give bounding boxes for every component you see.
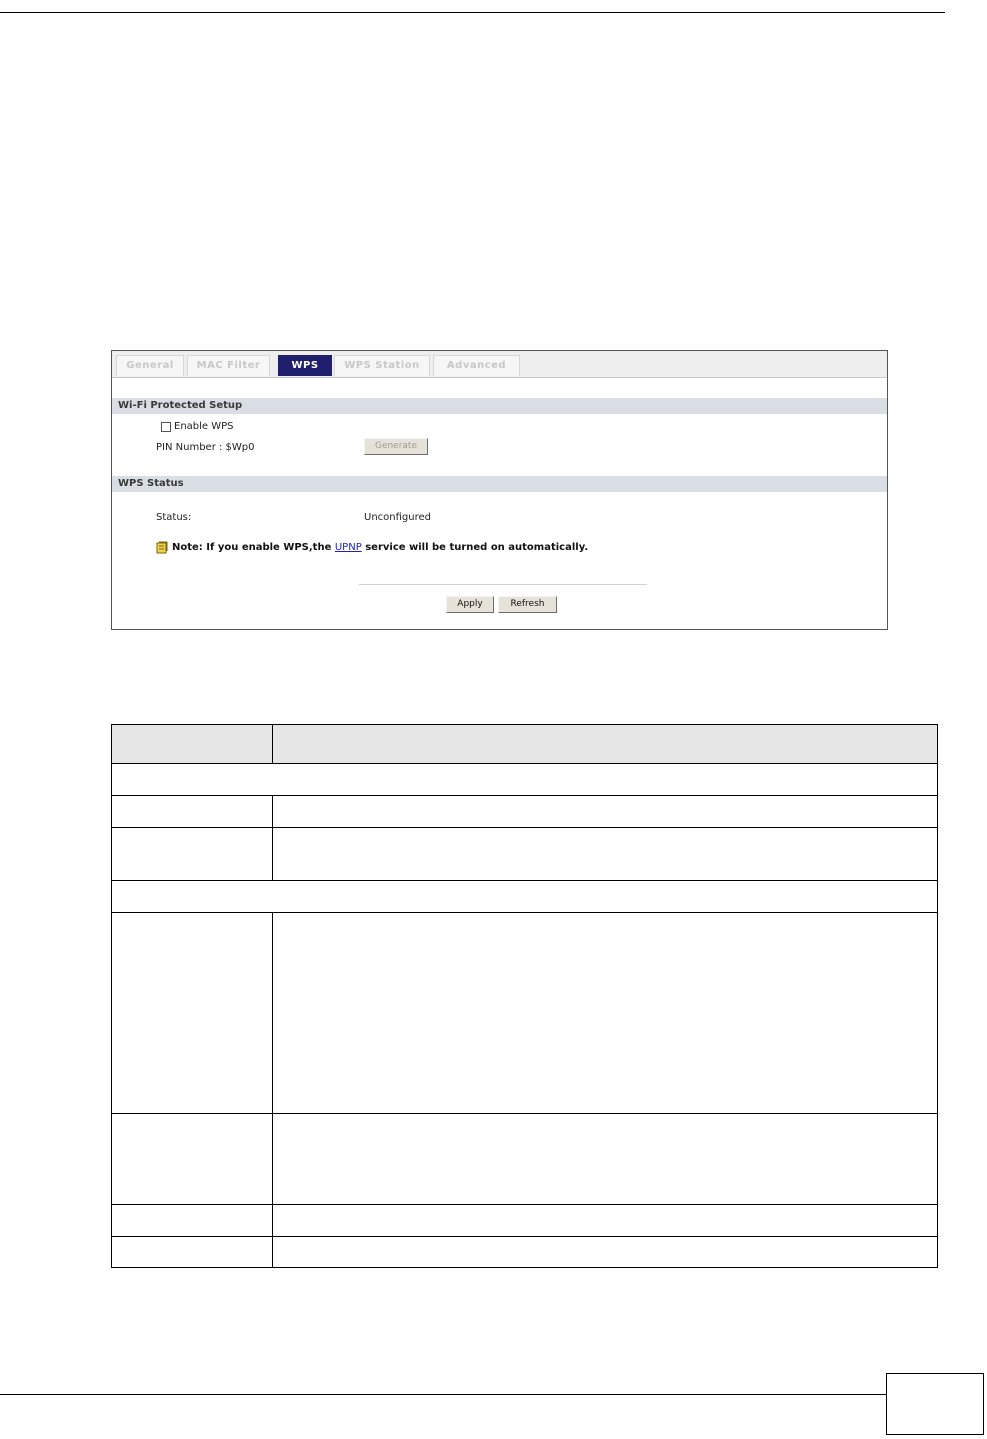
button-separator <box>359 584 647 585</box>
note-suffix: service will be turned on automatically. <box>361 542 589 553</box>
table-header-row <box>112 725 938 764</box>
table-cell <box>273 1114 938 1205</box>
table-header-cell <box>112 725 273 764</box>
table-section-row <box>112 764 938 796</box>
table-cell <box>112 828 273 881</box>
generate-button[interactable]: Generate <box>364 438 428 455</box>
tab-wps[interactable]: WPS <box>278 355 332 376</box>
footer-rule <box>0 1394 887 1395</box>
table-row <box>112 828 938 881</box>
field-description-table <box>111 724 938 1268</box>
pin-number-label: PIN Number : $Wp0 <box>156 442 255 453</box>
table-row <box>112 913 938 1114</box>
apply-button[interactable]: Apply <box>446 596 494 613</box>
table-cell <box>112 764 938 796</box>
page-number-box <box>886 1373 984 1435</box>
wps-screen-figure <box>111 350 888 630</box>
setup-section-title: Wi-Fi Protected Setup <box>112 398 887 414</box>
enable-wps-label: Enable WPS <box>174 421 234 432</box>
table-cell <box>112 1114 273 1205</box>
table-cell <box>273 1205 938 1237</box>
table-cell <box>273 828 938 881</box>
table-header-cell <box>273 725 938 764</box>
note-icon <box>156 541 169 554</box>
enable-wps-checkbox[interactable] <box>161 422 171 432</box>
table-cell <box>112 913 273 1114</box>
table-cell <box>112 1237 273 1268</box>
table-cell <box>273 796 938 828</box>
status-label: Status: <box>156 512 192 523</box>
status-value: Unconfigured <box>364 512 431 523</box>
table-cell <box>273 1237 938 1268</box>
tab-bar <box>112 351 887 378</box>
table-row <box>112 796 938 828</box>
table-cell <box>112 796 273 828</box>
upnp-note <box>172 542 588 553</box>
table-cell <box>273 913 938 1114</box>
table-cell <box>112 881 938 913</box>
status-section-title: WPS Status <box>112 476 887 492</box>
tab-mac-filter[interactable]: MAC Filter <box>187 355 270 376</box>
table-row <box>112 1237 938 1268</box>
note-prefix: Note: If you enable WPS,the <box>172 542 335 553</box>
tab-general[interactable]: General <box>116 355 184 376</box>
table-cell <box>112 1205 273 1237</box>
upnp-link[interactable]: UPNP <box>334 542 362 553</box>
table-row <box>112 1205 938 1237</box>
header-rule <box>0 12 945 13</box>
table-section-row <box>112 881 938 913</box>
tab-advanced[interactable]: Advanced <box>433 355 520 376</box>
table-row <box>112 1114 938 1205</box>
refresh-button[interactable]: Refresh <box>498 596 557 613</box>
tab-wps-station[interactable]: WPS Station <box>334 355 430 376</box>
